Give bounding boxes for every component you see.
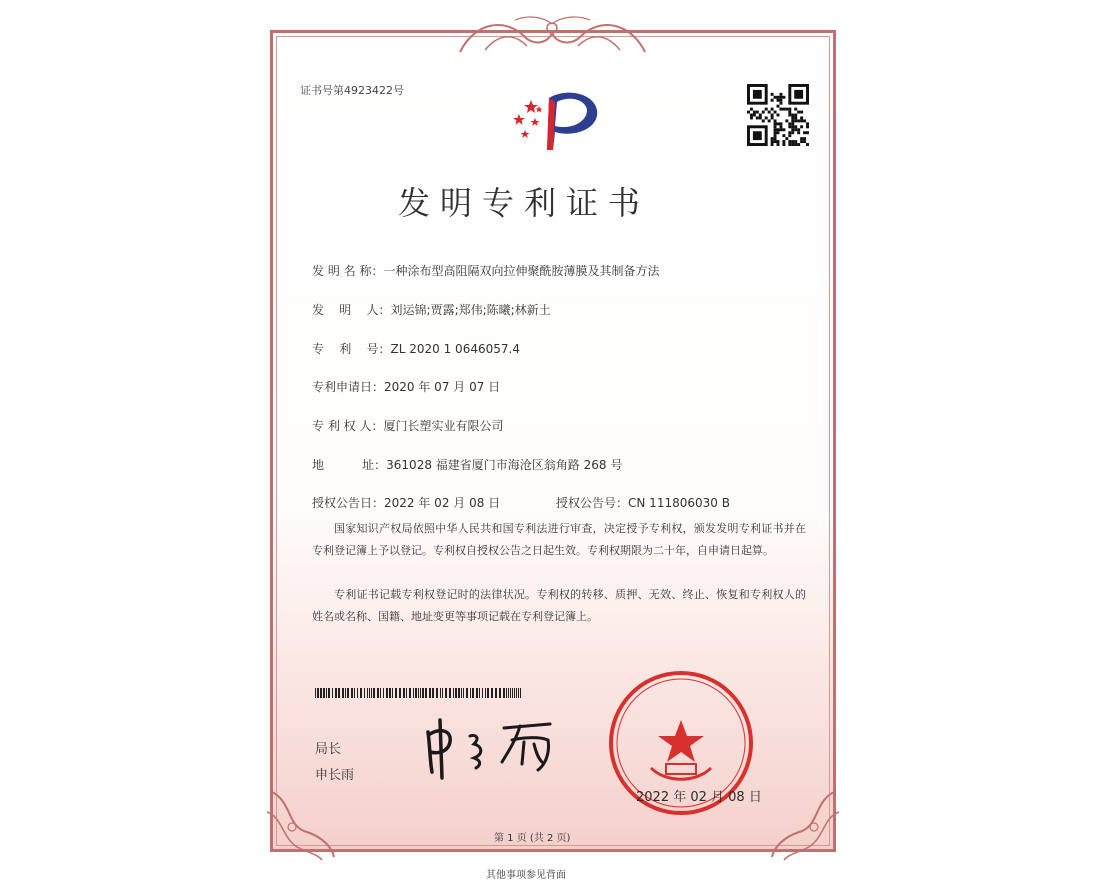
qr-code-icon <box>747 84 809 146</box>
filing-date-label: 专利申请日： <box>312 380 385 394</box>
patent-number-value: ZL 2020 1 0646057.4 <box>390 342 520 356</box>
inventors-value: 刘运锦;贾露;郑伟;陈曦;林新土 <box>390 303 551 317</box>
director-name: 申长雨 <box>315 768 355 783</box>
announce-number-label: 授权公告号： <box>556 496 629 510</box>
announce-number-value: CN 111806030 B <box>628 496 730 510</box>
invention-name-label: 发 明 名 称： <box>312 264 384 278</box>
inventors-row <box>312 301 551 318</box>
patentee-row <box>312 417 503 434</box>
address-value: 361028 福建省厦门市海沧区翁角路 268 号 <box>386 458 623 472</box>
address-row <box>312 456 622 473</box>
barcode-icon <box>315 688 521 698</box>
seal-date: 2022 年 02 月 08 日 <box>636 790 762 805</box>
announce-date-label: 授权公告日： <box>312 496 385 510</box>
patent-number-row <box>312 340 520 357</box>
page-number: 第 1 页 (共 2 页) <box>494 833 571 844</box>
invention-name-value: 一种涂布型高阻隔双向拉伸聚酰胺薄膜及其制备方法 <box>383 264 660 278</box>
announce-date-value: 2022 年 02 月 08 日 <box>384 496 501 510</box>
certificate-number: 证书号第4923422号 <box>300 84 404 97</box>
patentee-value: 厦门长塑实业有限公司 <box>383 419 504 433</box>
filing-date-value: 2020 年 07 月 07 日 <box>384 380 501 394</box>
corner-ornament-bottom-left <box>262 782 342 862</box>
statement-paragraph-2: 专利证书记载专利权登记时的法律状况。专利权的转移、质押、无效、终止、恢复和专利权人的姓名或名称、国籍、地址变更等事项记载在专利登记簿上。 <box>312 588 806 623</box>
director-signature <box>420 712 570 782</box>
filing-date-row <box>312 378 500 395</box>
director-title: 局长 <box>315 742 342 757</box>
inventors-label: 发 明 人： <box>312 303 391 317</box>
announce-date-row <box>312 494 500 511</box>
statement-paragraph-1: 国家知识产权局依照中华人民共和国专利法进行审查，决定授予专利权，颁发发明专利证书并在专利登记簿上予以登记。专利权自授权公告之日起生效。专利权期限为二十年，自申请日起算。 <box>312 522 806 557</box>
invention-name-row <box>312 262 659 279</box>
patentee-label: 专 利 权 人： <box>312 419 384 433</box>
top-ornament <box>455 12 650 58</box>
corner-ornament-bottom-right <box>764 782 844 862</box>
certificate-title: 发明专利证书 <box>398 184 651 222</box>
address-label: 地 址： <box>312 458 387 472</box>
bottom-note: 其他事项参见背面 <box>486 870 566 881</box>
cnipa-logo-icon <box>505 80 605 160</box>
announce-number-row <box>556 494 730 511</box>
patent-number-label: 专 利 号： <box>312 342 391 356</box>
